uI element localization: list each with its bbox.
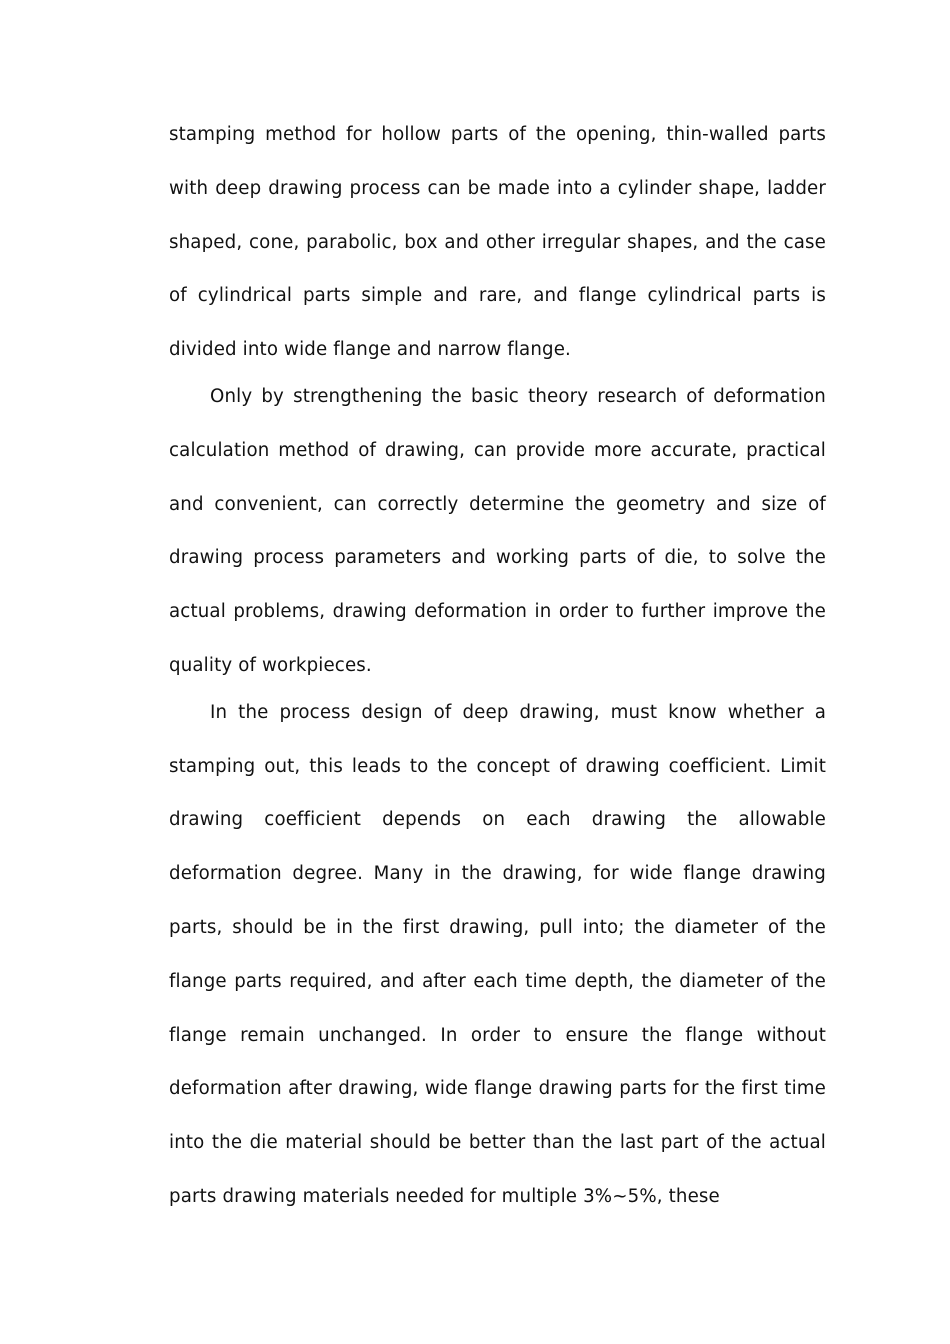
paragraph-3: In the process design of deep drawing, must know whether a stamping out, this leads to the concept of drawing coefficient. Limit drawing coefficient depends on each drawing the allowable deformation degree. Many in the drawing, for wide flange drawing parts, should be in the first drawing, pull into; the diameter of the flange parts required, and after each time depth, the diameter of the flange remain unchanged. In order to ensure the flange without deformation after drawing, wide flange drawing parts for the first time into the die material should be better than the last part of the actual parts drawing materials needed for multiple 3%~5%, these <box>169 701 826 1207</box>
body-text <box>169 108 826 1224</box>
paragraph-1: stamping method for hollow parts of the opening, thin-walled parts with deep drawing process can be made into a cylinder shape, ladder shaped, cone, parabolic, box and other irregular shapes, and the case of cylindrical parts simple and rare, and flange cylindrical parts is divided into wide flange and narrow flange. <box>169 124 826 361</box>
paragraph-2: Only by strengthening the basic theory research of deformation calculation method of drawing, can provide more accurate, practical and convenient, can correctly determine the geometry and size of drawing process parameters and working parts of die, to solve the actual problems, drawing deformation in order to further improve the quality of workpieces. <box>169 385 826 676</box>
